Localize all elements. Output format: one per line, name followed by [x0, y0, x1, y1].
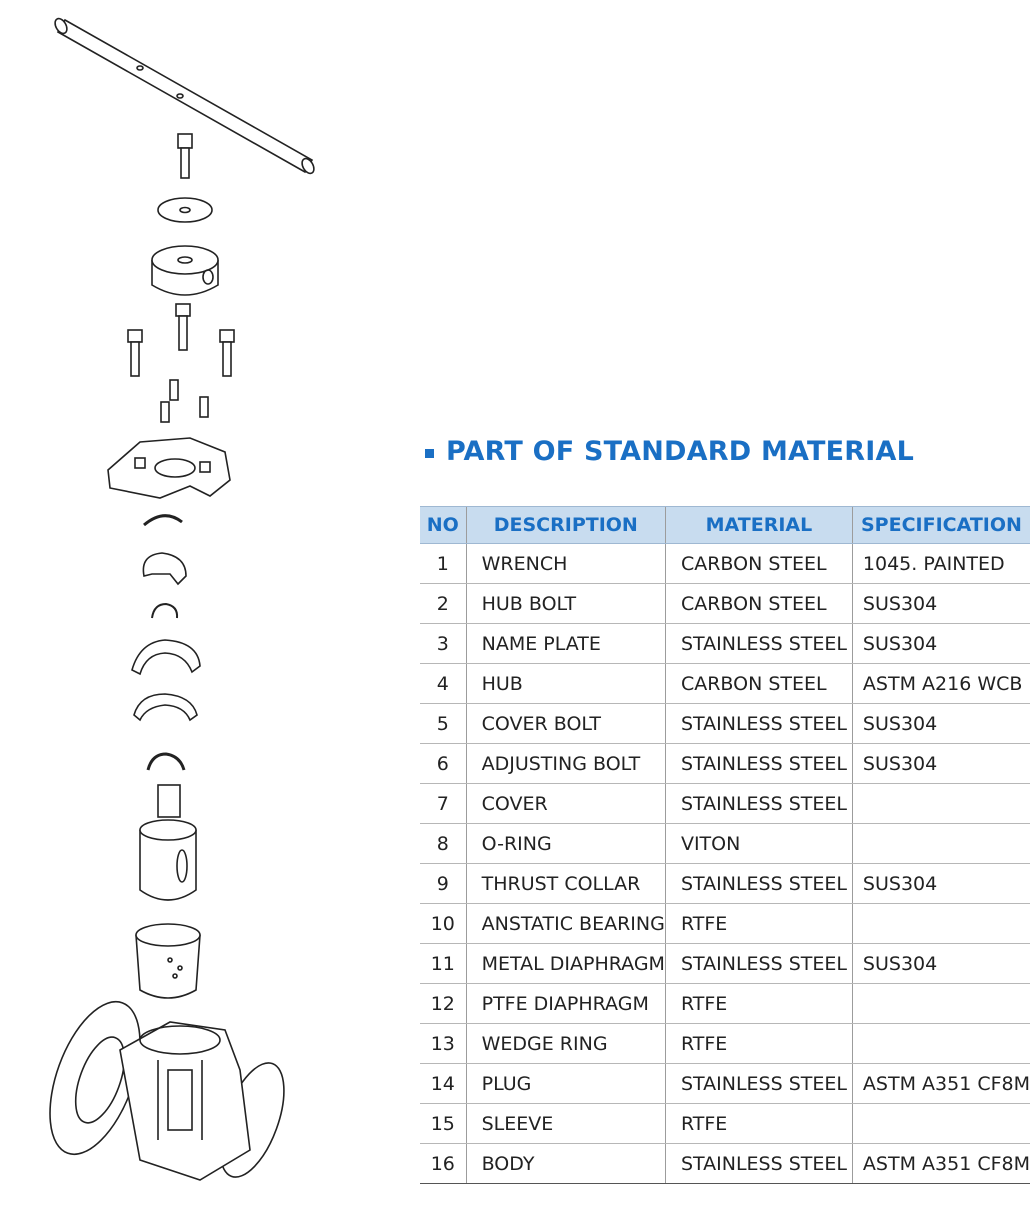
cell-specification: ASTM A351 CF8M	[852, 1144, 1030, 1184]
column-header-specification: SPECIFICATION	[852, 507, 1030, 544]
sleeve-part	[136, 924, 200, 998]
cover-part	[108, 438, 230, 498]
cell-description: PTFE DIAPHRAGM	[466, 984, 665, 1024]
cell-description: ANSTATIC BEARING	[466, 904, 665, 944]
thrust-collar-part	[143, 553, 186, 584]
cell-specification: 1045. PAINTED	[852, 544, 1030, 584]
cell-material: CARBON STEEL	[665, 584, 852, 624]
cell-description: METAL DIAPHRAGM	[466, 944, 665, 984]
hub-part	[152, 246, 218, 295]
cell-description: COVER	[466, 784, 665, 824]
cell-specification: SUS304	[852, 864, 1030, 904]
table-header-row	[420, 507, 1030, 544]
cell-specification: SUS304	[852, 944, 1030, 984]
cell-material: CARBON STEEL	[665, 664, 852, 704]
body-part	[40, 990, 297, 1185]
cell-specification: SUS304	[852, 624, 1030, 664]
cell-material: STAINLESS STEEL	[665, 1064, 852, 1104]
cell-no: 12	[420, 984, 466, 1024]
cell-material: RTFE	[665, 984, 852, 1024]
cell-description: HUB	[466, 664, 665, 704]
table-row	[420, 824, 1030, 864]
cell-specification: SUS304	[852, 584, 1030, 624]
cell-description: WEDGE RING	[466, 1024, 665, 1064]
parts-table	[420, 506, 1030, 1184]
cell-material: VITON	[665, 824, 852, 864]
parts-table-body	[420, 544, 1030, 1184]
cell-description: PLUG	[466, 1064, 665, 1104]
table-row	[420, 984, 1030, 1024]
table-row	[420, 1064, 1030, 1104]
cell-description: O-RING	[466, 824, 665, 864]
cell-no: 5	[420, 704, 466, 744]
table-row	[420, 1024, 1030, 1064]
cell-material: RTFE	[665, 1104, 852, 1144]
table-row	[420, 664, 1030, 704]
cell-no: 2	[420, 584, 466, 624]
cell-description: HUB BOLT	[466, 584, 665, 624]
cell-no: 11	[420, 944, 466, 984]
table-row	[420, 744, 1030, 784]
cell-no: 9	[420, 864, 466, 904]
cell-no: 16	[420, 1144, 466, 1184]
cell-material: STAINLESS STEEL	[665, 784, 852, 824]
table-row	[420, 1144, 1030, 1184]
cell-no: 3	[420, 624, 466, 664]
table-row	[420, 1104, 1030, 1144]
cover-bolts-part	[128, 304, 234, 376]
table-row	[420, 904, 1030, 944]
cell-no: 10	[420, 904, 466, 944]
cell-material: STAINLESS STEEL	[665, 624, 852, 664]
cell-description: BODY	[466, 1144, 665, 1184]
cell-description: SLEEVE	[466, 1104, 665, 1144]
ptfe-diaphragm-part	[134, 694, 197, 720]
cell-no: 13	[420, 1024, 466, 1064]
exploded-valve-drawing	[40, 10, 340, 1200]
cell-specification: ASTM A216 WCB	[852, 664, 1030, 704]
cell-specification	[852, 784, 1030, 824]
wedge-ring-part	[148, 754, 184, 770]
table-row	[420, 544, 1030, 584]
cell-specification	[852, 1024, 1030, 1064]
cell-description: ADJUSTING BOLT	[466, 744, 665, 784]
cell-specification: SUS304	[852, 704, 1030, 744]
cell-description: NAME PLATE	[466, 624, 665, 664]
cell-material: CARBON STEEL	[665, 544, 852, 584]
cell-no: 14	[420, 1064, 466, 1104]
table-row	[420, 784, 1030, 824]
cell-no: 8	[420, 824, 466, 864]
cell-material: STAINLESS STEEL	[665, 944, 852, 984]
cell-specification	[852, 1104, 1030, 1144]
table-row	[420, 704, 1030, 744]
section-title: PART OF STANDARD MATERIAL	[446, 436, 915, 467]
cell-material: STAINLESS STEEL	[665, 704, 852, 744]
cell-no: 15	[420, 1104, 466, 1144]
cell-no: 1	[420, 544, 466, 584]
cell-specification	[852, 984, 1030, 1024]
table-row	[420, 864, 1030, 904]
cell-specification	[852, 824, 1030, 864]
cell-description: COVER BOLT	[466, 704, 665, 744]
column-header-no: NO	[420, 507, 466, 544]
anstatic-bearing-part	[152, 604, 177, 618]
adjusting-bolts-part	[161, 380, 208, 422]
cell-no: 4	[420, 664, 466, 704]
cell-material: STAINLESS STEEL	[665, 1144, 852, 1184]
cell-material: STAINLESS STEEL	[665, 864, 852, 904]
table-row	[420, 624, 1030, 664]
cell-specification: ASTM A351 CF8M	[852, 1064, 1030, 1104]
hub-bolt-part	[178, 134, 192, 178]
plug-part	[140, 785, 196, 900]
section-heading	[425, 436, 914, 467]
metal-diaphragm-part	[132, 640, 200, 674]
cell-material: RTFE	[665, 904, 852, 944]
column-header-material: MATERIAL	[665, 507, 852, 544]
name-plate-part	[158, 198, 212, 222]
cell-specification	[852, 904, 1030, 944]
cell-description: THRUST COLLAR	[466, 864, 665, 904]
square-bullet-icon	[425, 449, 434, 458]
cell-specification: SUS304	[852, 744, 1030, 784]
column-header-description: DESCRIPTION	[466, 507, 665, 544]
cell-material: RTFE	[665, 1024, 852, 1064]
cell-no: 6	[420, 744, 466, 784]
table-row	[420, 944, 1030, 984]
cell-description: WRENCH	[466, 544, 665, 584]
table-row	[420, 584, 1030, 624]
cell-material: STAINLESS STEEL	[665, 744, 852, 784]
o-ring-part	[144, 516, 182, 525]
cell-no: 7	[420, 784, 466, 824]
